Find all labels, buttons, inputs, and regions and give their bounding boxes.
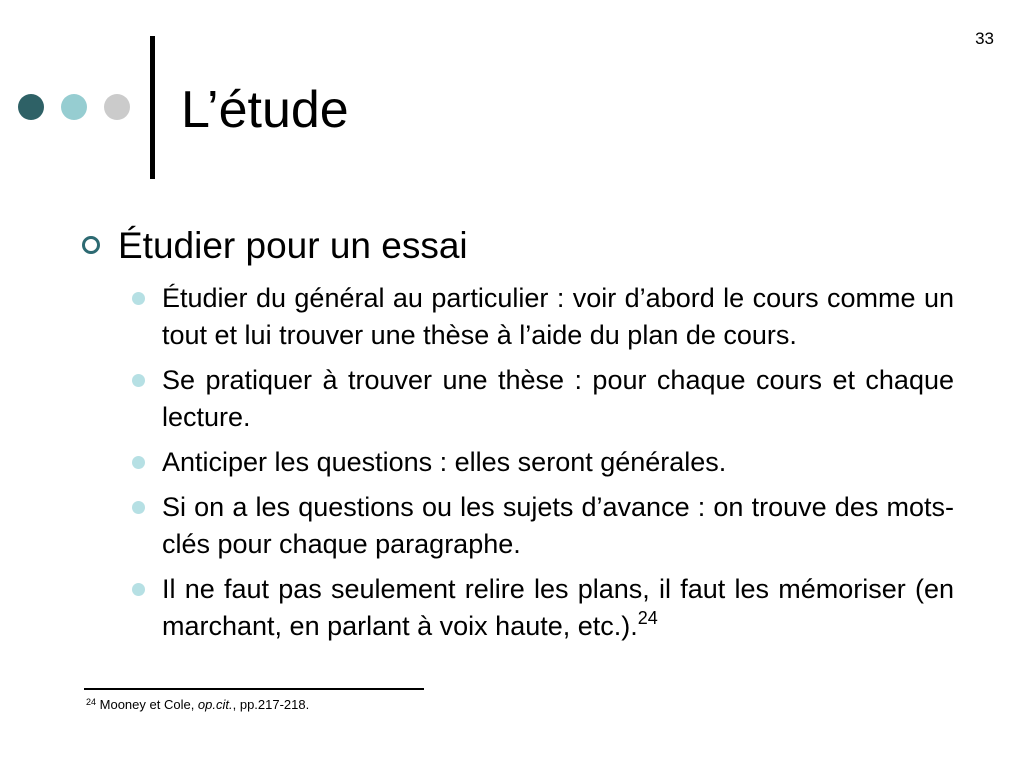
decorative-dot-dark [18,94,44,120]
footnote-reference: 24 [637,608,658,628]
list-item [132,280,954,354]
list-item [132,489,954,563]
list-item-text-body: Il ne faut pas seulement relire les plans, il faut les mémoriser (en marchant, en parlant à voix haute, etc.). [162,574,954,641]
bullet-list [132,280,954,653]
footnote-divider [84,688,424,690]
list-item [132,571,954,645]
list-item-text: Si on a les questions ou les sujets d’avance : on trouve des mots-clés pour chaque paragraphe. [162,492,954,559]
ring-bullet-icon [82,236,100,254]
list-item-text: Anticiper les questions : elles seront générales. [162,447,727,477]
dot-bullet-icon [132,583,145,596]
list-item [132,362,954,436]
footnote-number: 24 [86,697,97,707]
list-item-text: Se pratiquer à trouver une thèse : pour chaque cours et chaque lecture. [162,365,954,432]
list-item-text: Étudier du général au particulier : voir d’abord le cours comme un tout et lui trouver une thèse à l’aide du plan de cours. [162,283,954,350]
list-item [132,444,954,481]
list-item-text [162,574,954,641]
dot-bullet-icon [132,456,145,469]
footnote-text-before: Mooney et Cole, [99,697,198,712]
footnote-text-italic: op.cit. [197,697,233,712]
page-number: 33 [975,29,994,48]
footnote [86,697,309,713]
dot-bullet-icon [132,292,145,305]
dot-bullet-icon [132,374,145,387]
heading-text: Étudier pour un essai [118,225,468,266]
title-divider [150,36,155,179]
dot-bullet-icon [132,501,145,514]
decorative-dot-teal [61,94,87,120]
decorative-dot-grey [104,94,130,120]
slide-title: L’étude [181,81,349,139]
footnote-text-after: , pp.217-218. [232,697,310,712]
